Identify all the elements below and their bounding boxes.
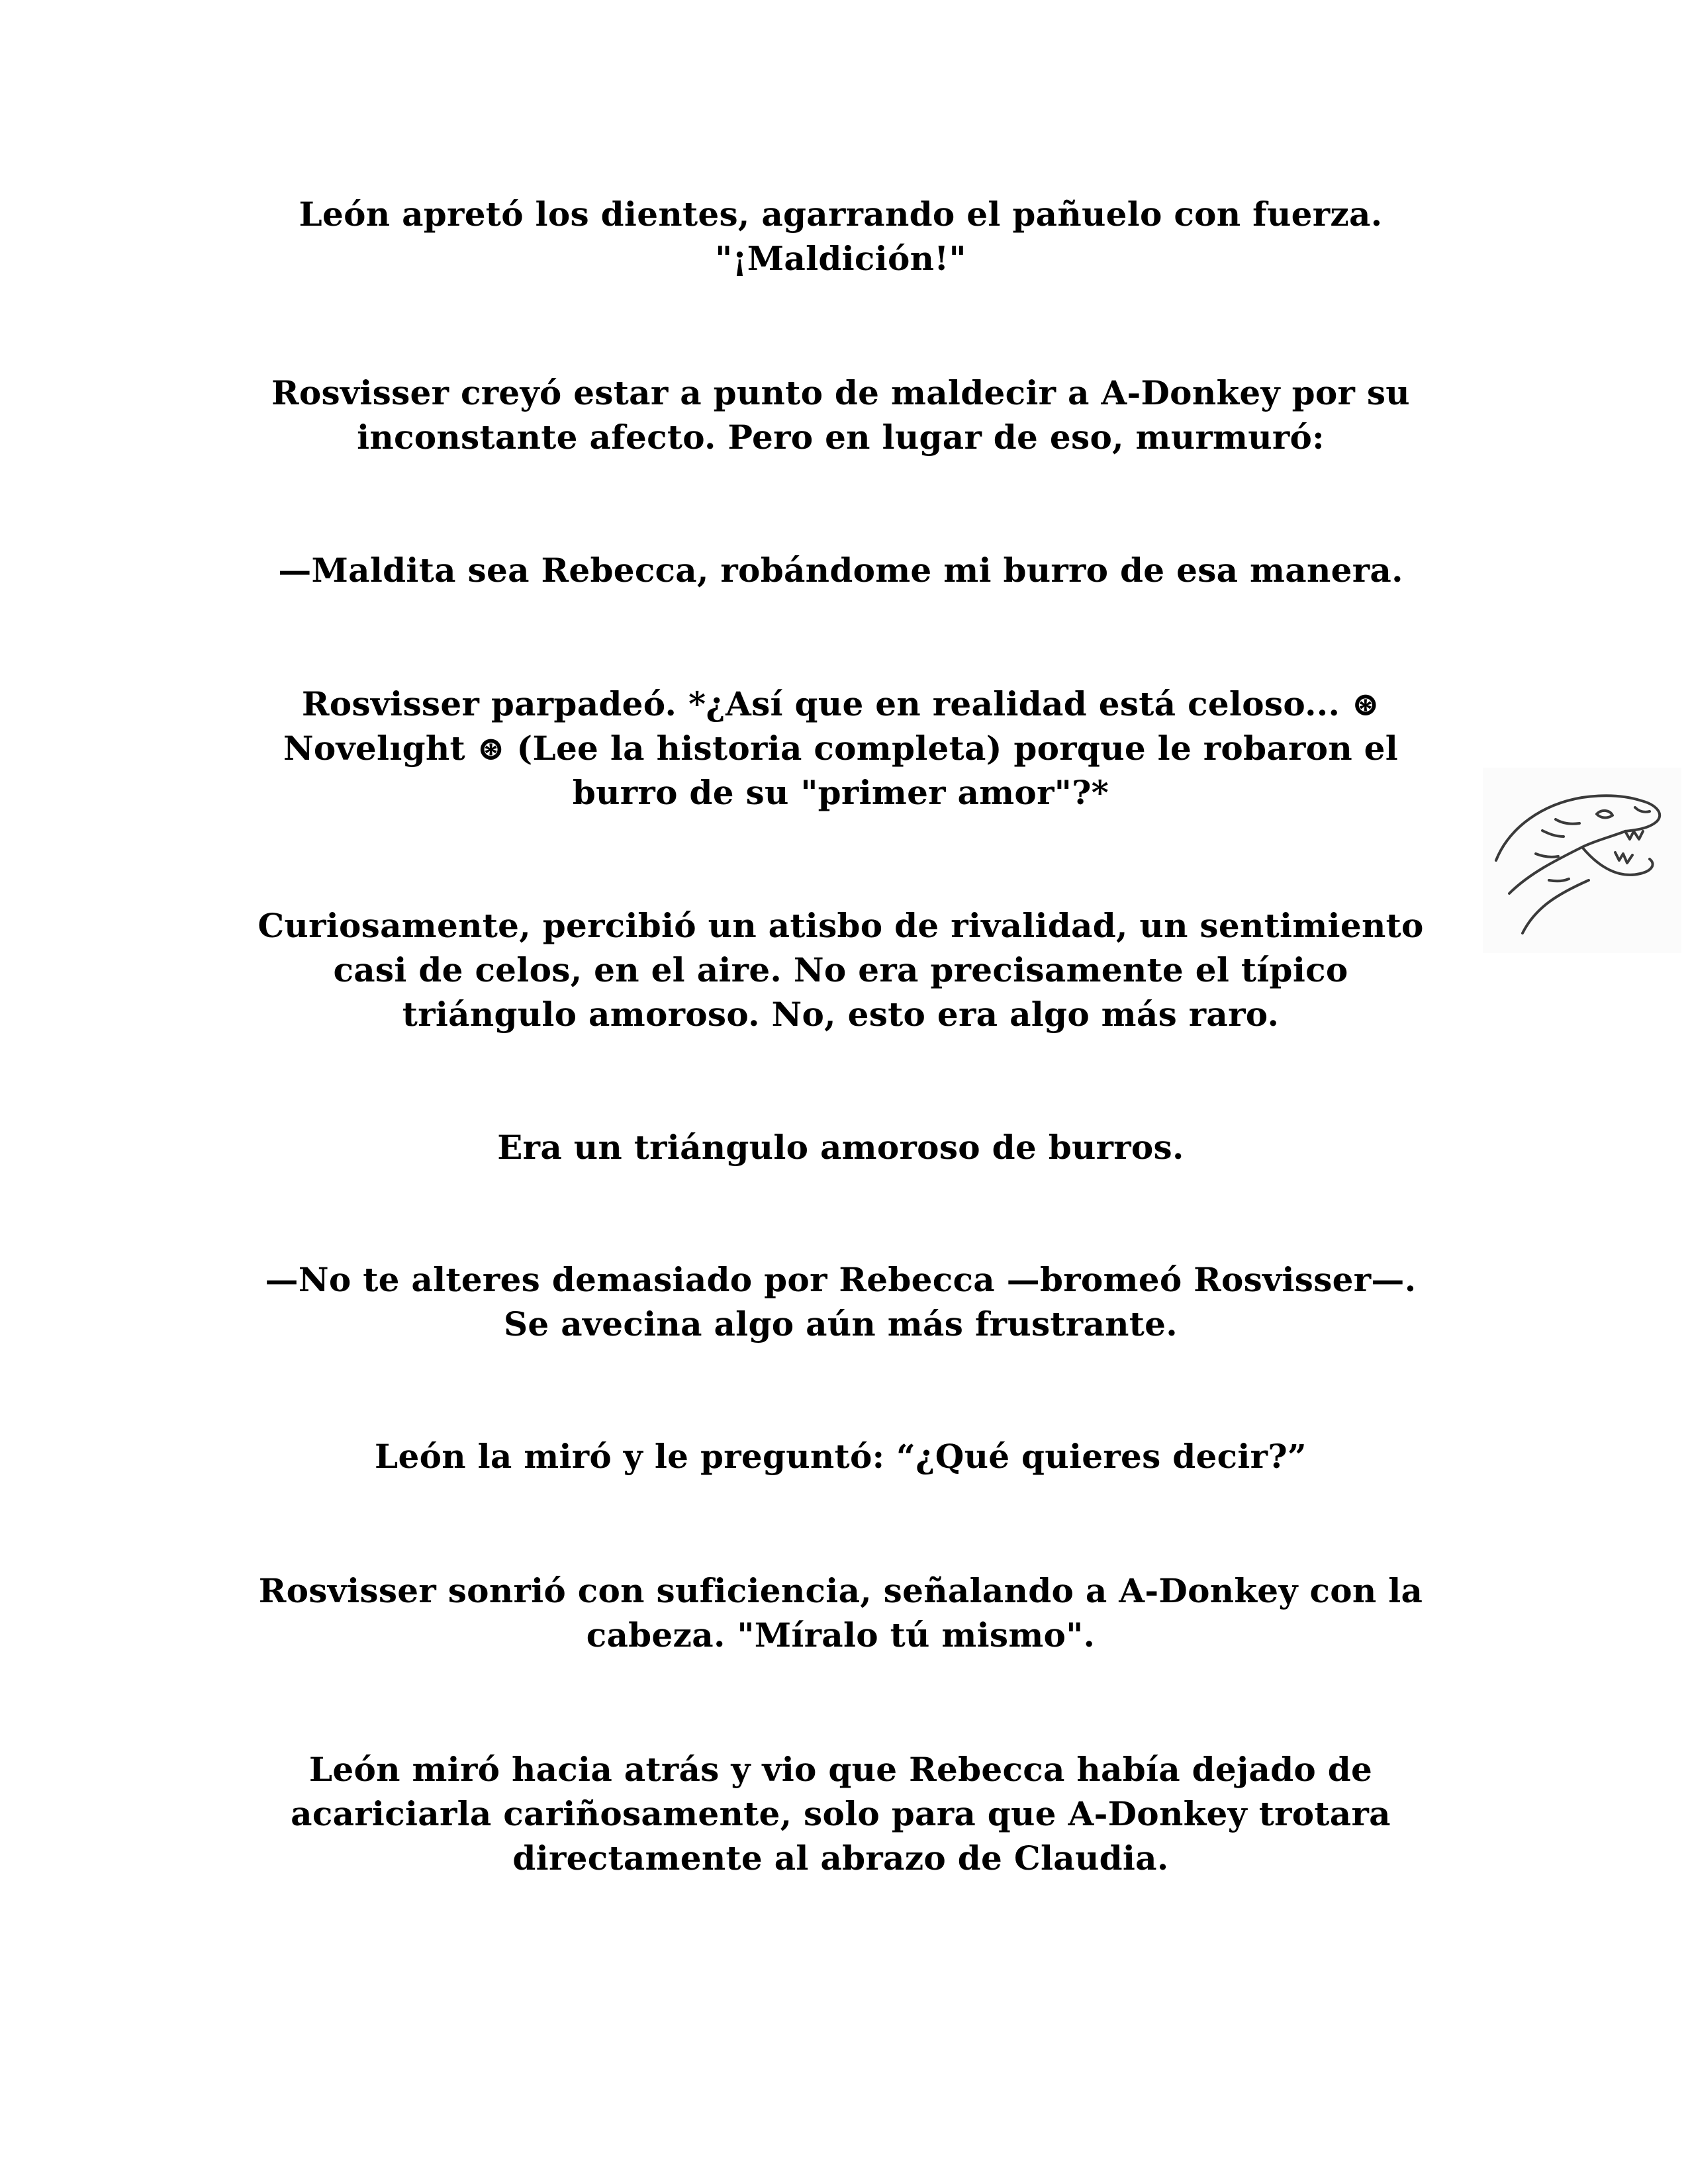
text-line: "¡Maldición!" bbox=[715, 239, 966, 278]
text-line: burro de su "primer amor"?* bbox=[572, 773, 1109, 812]
paragraph-7 bbox=[218, 1257, 1463, 1346]
paragraph-8 bbox=[218, 1434, 1463, 1479]
dinosaur-sketch-icon bbox=[1483, 768, 1681, 953]
text-line: triángulo amoroso. No, esto era algo más raro. bbox=[402, 995, 1280, 1034]
text-line: Rosvisser creyó estar a punto de maldecir a A-Donkey por su bbox=[271, 373, 1410, 412]
paragraph-10 bbox=[218, 1747, 1463, 1880]
text-line: inconstante afecto. Pero en lugar de eso, murmuró: bbox=[357, 418, 1325, 457]
paragraph-3 bbox=[218, 548, 1463, 592]
text-line: Era un triángulo amoroso de burros. bbox=[497, 1128, 1184, 1167]
text-line: casi de celos, en el aire. No era precisamente el típico bbox=[333, 950, 1348, 989]
paragraph-2 bbox=[218, 371, 1463, 459]
text-line: Curiosamente, percibió un atisbo de rivalidad, un sentimiento bbox=[258, 906, 1424, 945]
paragraph-9 bbox=[218, 1569, 1463, 1657]
text-line: León la miró y le preguntó: “¿Qué quieres decir?” bbox=[375, 1437, 1307, 1476]
paragraph-1 bbox=[218, 192, 1463, 281]
paragraph-5 bbox=[218, 903, 1463, 1036]
paragraph-6 bbox=[218, 1125, 1463, 1169]
text-line: León miró hacia atrás y vio que Rebecca había dejado de bbox=[308, 1750, 1373, 1789]
text-line: Se avecina algo aún más frustrante. bbox=[503, 1304, 1178, 1343]
paragraph-4 bbox=[218, 682, 1463, 815]
text-line: Rosvisser sonrió con suficiencia, señalando a A-Donkey con la bbox=[258, 1571, 1423, 1610]
text-line: Rosvisser parpadeó. *¿Así que en realidad está celoso... ⊛ bbox=[301, 684, 1380, 723]
text-line: —Maldita sea Rebecca, robándome mi burro de esa manera. bbox=[278, 551, 1403, 590]
text-line: León apretó los dientes, agarrando el pañuelo con fuerza. bbox=[299, 195, 1383, 234]
text-line: —No te alteres demasiado por Rebecca —bromeó Rosvisser—. bbox=[265, 1260, 1417, 1299]
text-line: acariciarla cariñosamente, solo para que A-Donkey trotara bbox=[291, 1794, 1391, 1833]
text-line: Novelıght ⊛ (Lee la historia completa) porque le robaron el bbox=[283, 729, 1399, 768]
text-line: cabeza. "Míralo tú mismo". bbox=[586, 1615, 1096, 1655]
text-line: directamente al abrazo de Claudia. bbox=[512, 1839, 1169, 1878]
